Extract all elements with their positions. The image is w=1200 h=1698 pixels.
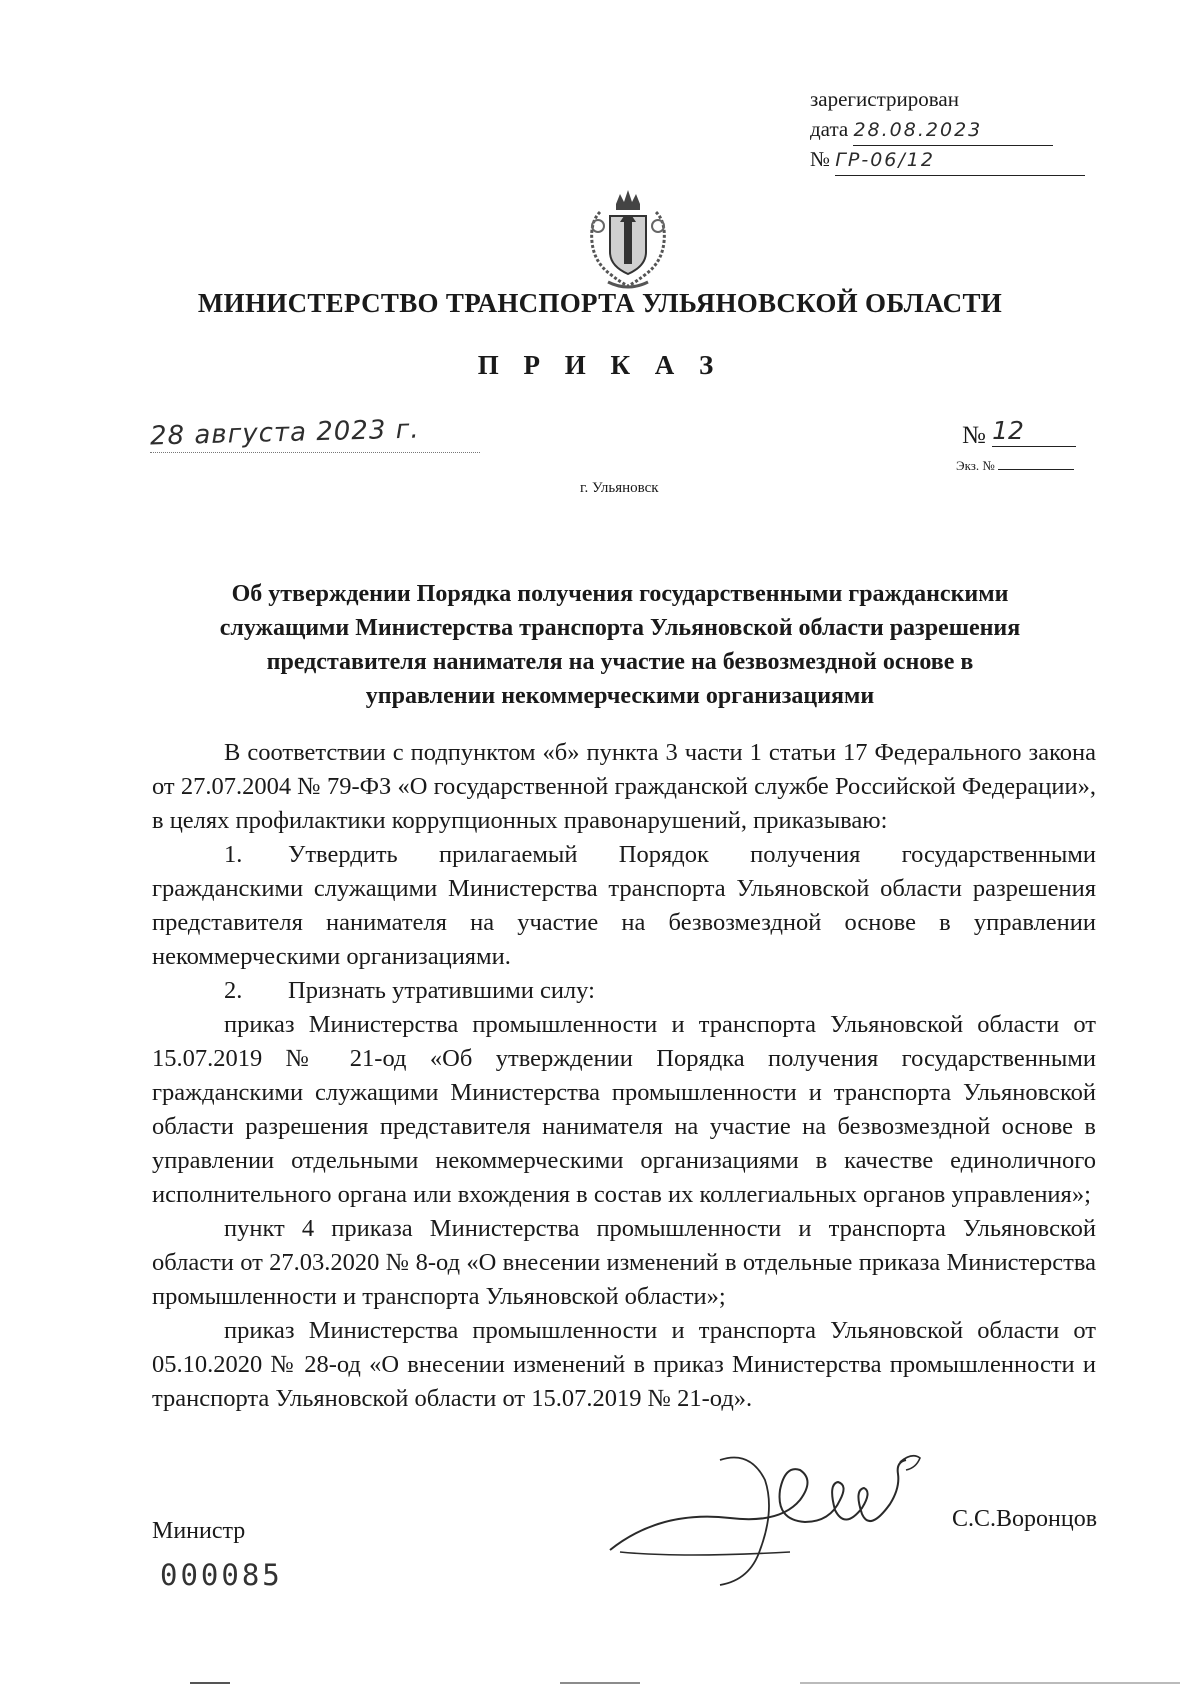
registration-date-field xyxy=(853,114,1053,146)
repealed-order-3: приказ Министерства промышленности и транспорта Ульяновской области от 05.10.2020 № 28-од «О внесении изменений в приказ Министерства промышленности и транспорта Ульяновской области от 15.07.2019 № 21-од». xyxy=(152,1317,1096,1412)
repealed-order-1: приказ Министерства промышленности и транспорта Ульяновской области от 15.07.2019 № 21-од «Об утверждении Порядка получения государственными гражданскими служащими Министерства промышленности и транспорта Ульяновской области разрешения представителя нанимателя на участие на безвозмездной основе в управлении отдельными некоммерческими организациями в качестве единоличного исполнительного органа или вхождения в состав их коллегиальных органов управления»; xyxy=(152,1011,1096,1208)
subject-line: управлении некоммерческими организациями xyxy=(365,683,875,709)
registration-number-label: № xyxy=(810,147,831,171)
item-2-label: 2. xyxy=(224,977,243,1004)
registration-stamp xyxy=(810,84,1100,174)
signer-position: Министр xyxy=(152,1518,246,1544)
city: г. Ульяновск xyxy=(580,480,659,496)
registration-date-row xyxy=(810,114,1100,144)
handwritten-signature xyxy=(600,1440,940,1590)
order-number-value: 12 xyxy=(992,416,1024,445)
registration-date-value: 28.08.2023 xyxy=(853,119,983,141)
order-number-label: № xyxy=(962,422,986,449)
intro-paragraph: В соответствии с подпунктом «б» пункта 3 части 1 статьи 17 Федерального закона от 27.07.2004 № 79-ФЗ «О государственной гражданской службе Российской Федерации», в целях профилактики коррупционных правонарушений, приказываю: xyxy=(152,739,1096,834)
order-subject xyxy=(140,577,1100,713)
order-number-field xyxy=(992,416,1076,447)
document-type: П Р И К А З xyxy=(477,350,723,380)
item-1-text: Утвердить прилагаемый Порядок получения государственными гражданскими служащими Министерства транспорта Ульяновской области разрешения представителя нанимателя на участие на безвозмездной основе в управлении некоммерческими организациями. xyxy=(152,841,1096,970)
subject-line: представителя нанимателя на участие на безвозмездной основе в xyxy=(266,649,974,675)
order-date-handwritten: 28 августа 2023 г. xyxy=(149,414,421,452)
copy-number xyxy=(956,458,1074,474)
signer-name: С.С.Воронцов xyxy=(952,1506,1098,1532)
coat-of-arms-icon xyxy=(580,182,676,292)
registration-number-field xyxy=(835,144,1085,176)
item-1-label: 1. xyxy=(224,841,243,868)
registration-number-row xyxy=(810,144,1100,174)
order-body xyxy=(152,736,1096,1416)
serial-number: 000085 xyxy=(160,1558,283,1592)
copy-number-field xyxy=(998,469,1074,470)
item-2-text: Признать утратившими силу: xyxy=(288,977,595,1004)
copy-number-label: Экз. № xyxy=(956,458,995,473)
subject-line: служащими Министерства транспорта Ульяновской области разрешения xyxy=(219,615,1021,641)
order-number xyxy=(962,416,1076,451)
registration-number-value: ГР-06/12 xyxy=(835,149,935,171)
registration-label: зарегистрирован xyxy=(810,87,959,111)
item-2 xyxy=(152,974,1096,1008)
subject-line: Об утверждении Порядка получения государственными гражданскими xyxy=(231,581,1009,607)
item-1 xyxy=(152,838,1096,974)
scan-artifact xyxy=(0,1680,1200,1686)
ministry-name: МИНИСТЕРСТВО ТРАНСПОРТА УЛЬЯНОВСКОЙ ОБЛАСТИ xyxy=(197,288,1003,318)
order-date-line xyxy=(150,452,480,453)
repealed-order-2: пункт 4 приказа Министерства промышленности и транспорта Ульяновской области от 27.03.2020 № 8-од «О внесении изменений в отдельные приказа Министерства промышленности и транспорта Ульяновской области»; xyxy=(152,1215,1096,1310)
registration-date-label: дата xyxy=(810,117,849,141)
